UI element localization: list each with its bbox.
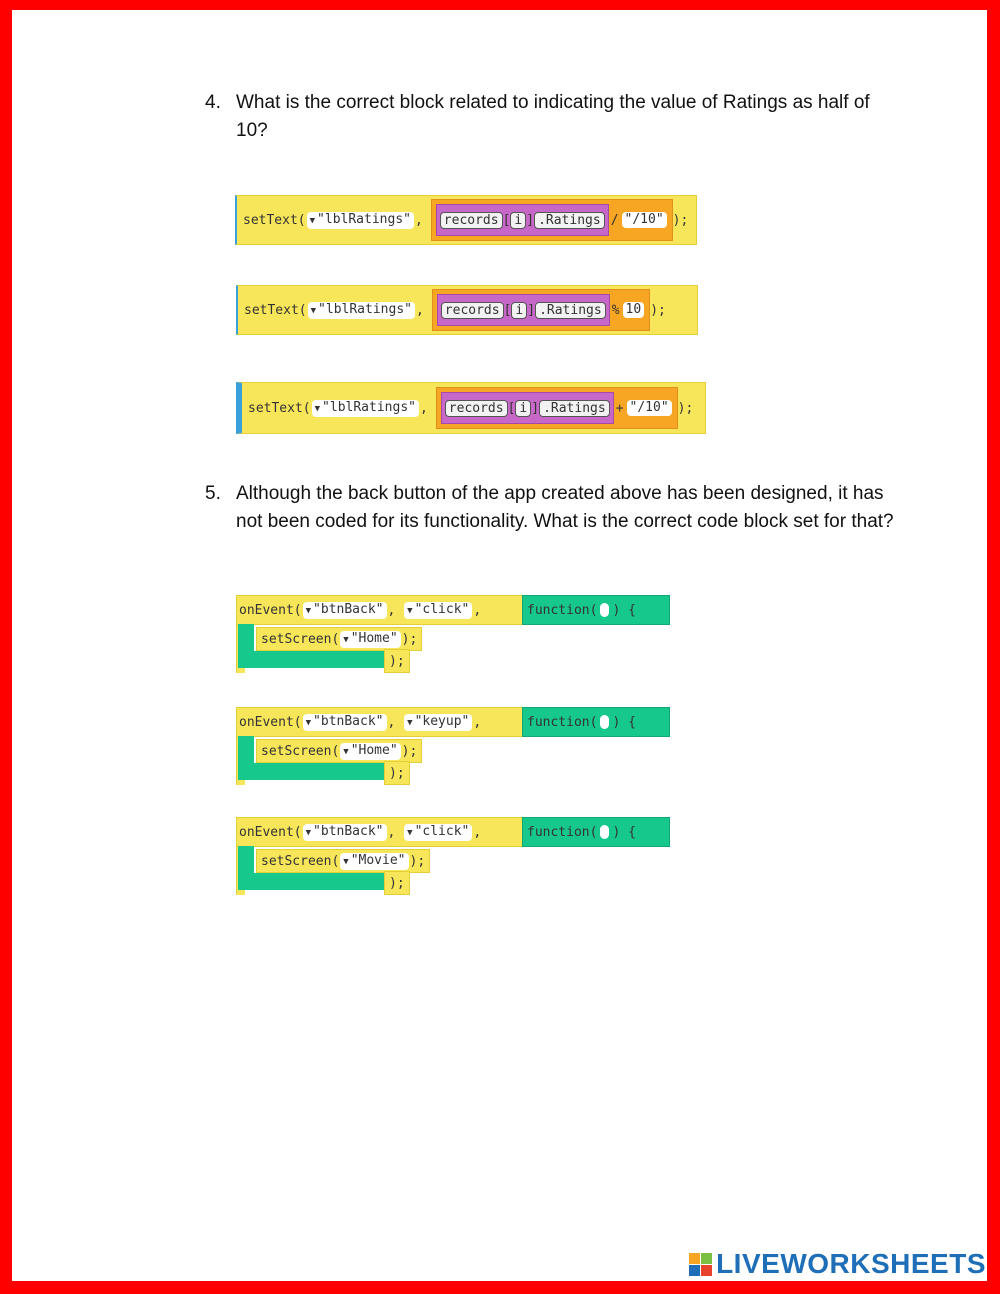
records-block: records [ i ] .Ratings [441,392,614,424]
expression-block [431,199,673,241]
field-name: .Ratings [535,302,606,319]
question-4 [205,89,895,145]
event-dropdown[interactable]: ▼ "keyup" [404,714,472,731]
event-header: onEvent ( ▼ "btnBack" , ▼ "keyup" , [236,707,526,737]
operator: + [615,400,624,416]
dropdown-arrow-icon: ▼ [407,605,413,616]
statement-end: ); [672,212,689,228]
field-name: .Ratings [539,400,610,417]
dropdown-arrow-icon: ▼ [314,403,321,414]
id-dropdown[interactable]: ▼ "lblRatings" [312,400,419,417]
index-variable: i [515,400,531,417]
answer-option-5c[interactable] [236,813,676,897]
dropdown-arrow-icon: ▼ [305,717,312,728]
dropdown-arrow-icon: ▼ [407,827,413,838]
function-name: setText [243,212,298,228]
question-number: 5. [205,483,221,504]
expression-block [432,289,650,331]
dropdown-arrow-icon: ▼ [305,605,312,616]
target-dropdown[interactable]: ▼ "btnBack" [303,824,387,841]
operand: 10 [623,302,645,318]
dropdown-arrow-icon: ▼ [343,856,349,867]
answer-option-4c[interactable]: setText ( ▼ "lblRatings" , records [ i ] .Ratings + "/10" ); [236,382,706,434]
screen-dropdown[interactable]: ▼ "Home" [340,743,400,760]
operator: % [611,302,620,318]
index-variable: i [510,212,526,229]
answer-option-5a[interactable] [236,591,676,675]
function-name: setText [248,400,303,416]
param-slot [600,825,609,839]
function-footer [238,763,384,780]
function-footer [238,651,384,668]
function-footer [238,873,384,890]
id-dropdown[interactable]: ▼ "lblRatings" [307,212,414,229]
operand: "/10" [627,400,672,416]
liveworksheets-logo [689,1248,986,1280]
statement-end: ); [650,302,666,318]
answer-option-4b[interactable]: setText ( ▼ "lblRatings" , records [ i ] .Ratings % 10 ); [236,285,698,335]
set-screen-block: setScreen ( ▼ "Movie" ); [256,849,430,873]
set-screen-block: setScreen ( ▼ "Home" ); [256,627,422,651]
event-footer: ); [384,761,410,785]
event-footer: ); [384,649,410,673]
expression-block [436,387,678,429]
event-dropdown[interactable]: ▼ "click" [404,602,472,619]
question-text: Although the back button of the app created above has been designed, it has not been coded for its functionality. What is the correct code block set for that? [236,483,894,532]
logo-text: LIVEWORKSHEETS [716,1248,986,1279]
records-variable: records [441,302,504,319]
logo-grid-icon [689,1253,712,1276]
question-text: What is the correct block related to indicating the value of Ratings as half of 10? [236,92,870,141]
operand: "/10" [622,212,667,228]
event-dropdown[interactable]: ▼ "click" [404,824,472,841]
event-header: onEvent ( ▼ "btnBack" , ▼ "click" , [236,595,526,625]
records-block: records [ i ] .Ratings [436,204,609,236]
dropdown-arrow-icon: ▼ [309,215,316,226]
target-dropdown[interactable]: ▼ "btnBack" [303,714,387,731]
question-number: 4. [205,92,221,113]
dropdown-arrow-icon: ▼ [310,305,317,316]
set-screen-block: setScreen ( ▼ "Home" ); [256,739,422,763]
target-dropdown[interactable]: ▼ "btnBack" [303,602,387,619]
param-slot [600,715,609,729]
id-dropdown[interactable]: ▼ "lblRatings" [308,302,415,319]
param-slot [600,603,609,617]
records-variable: records [440,212,503,229]
dropdown-arrow-icon: ▼ [343,746,349,757]
question-5 [205,480,895,536]
statement-end: ); [677,400,694,416]
operator: / [610,212,619,228]
records-variable: records [445,400,508,417]
dropdown-arrow-icon: ▼ [305,827,312,838]
records-block: records [ i ] .Ratings [437,294,610,326]
answer-option-5b[interactable] [236,703,676,787]
event-header: onEvent ( ▼ "btnBack" , ▼ "click" , [236,817,526,847]
function-block: function ( ) { [522,595,670,625]
index-variable: i [511,302,527,319]
dropdown-arrow-icon: ▼ [407,717,413,728]
function-block: function ( ) { [522,707,670,737]
function-name: setText [244,302,299,318]
screen-dropdown[interactable]: ▼ "Movie" [340,853,408,870]
answer-option-4a[interactable]: setText ( ▼ "lblRatings" , records [ i ] .Ratings / "/10" ); [235,195,697,245]
event-footer: ); [384,871,410,895]
field-name: .Ratings [534,212,605,229]
dropdown-arrow-icon: ▼ [343,634,349,645]
function-block: function ( ) { [522,817,670,847]
screen-dropdown[interactable]: ▼ "Home" [340,631,400,648]
